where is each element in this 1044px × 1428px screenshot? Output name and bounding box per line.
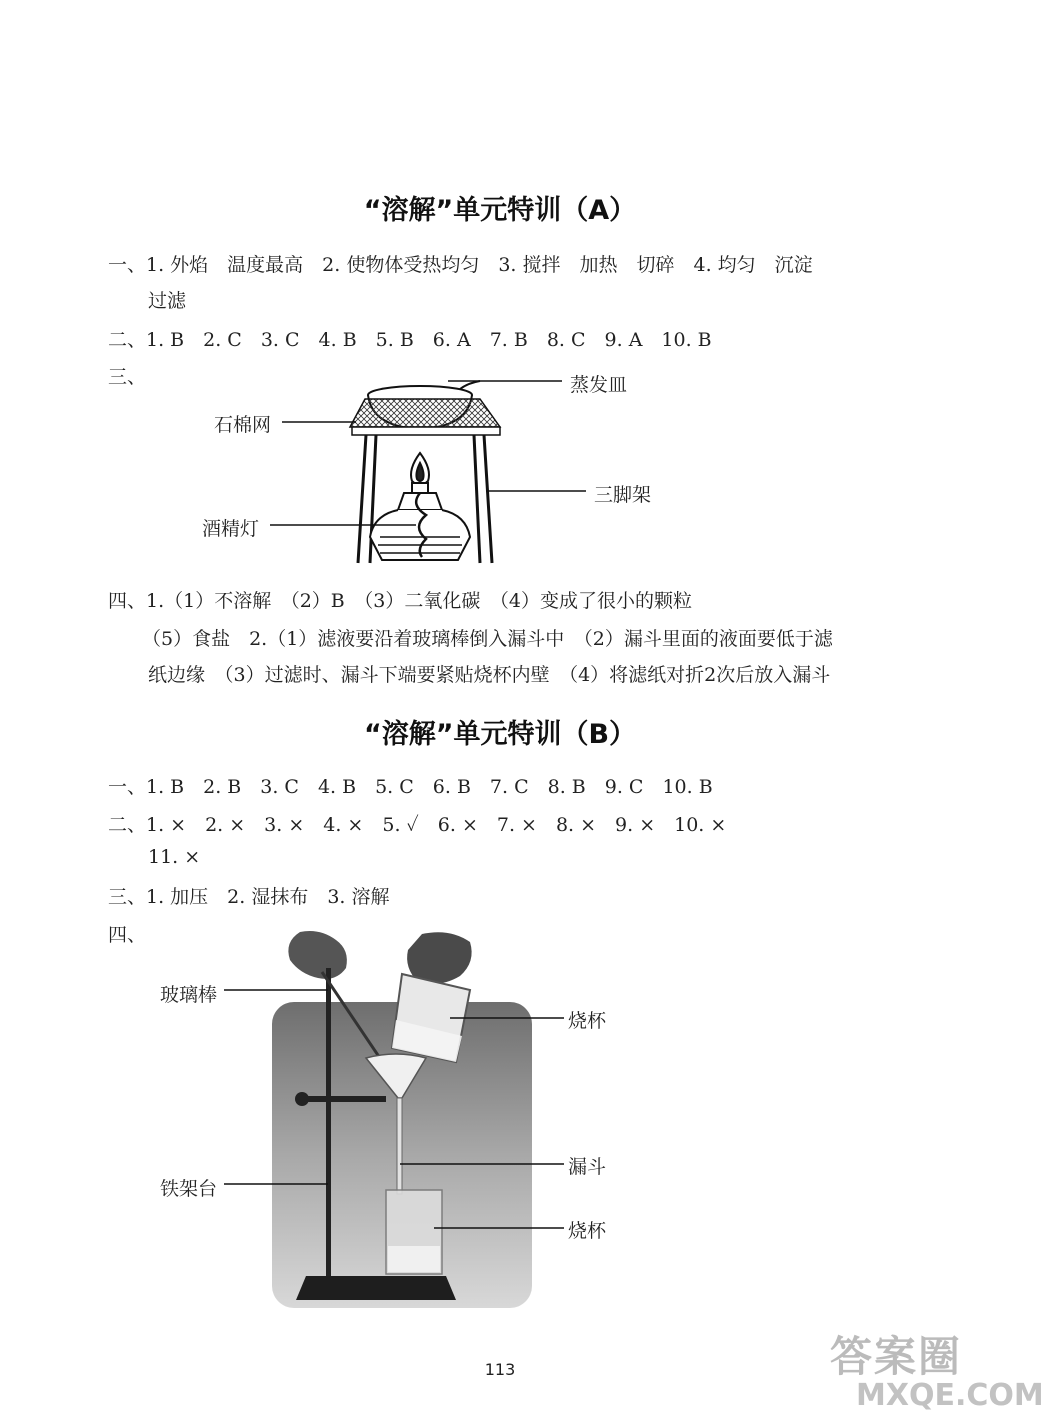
label-evaporating-dish: 蒸发皿 xyxy=(570,374,628,396)
a-q2-answers: 二、1. B 2. C 3. C 4. B 5. B 6. A 7. B 8. C 9. A 10. B xyxy=(108,329,712,351)
iron-stand-rod xyxy=(326,968,331,1290)
label-tripod: 三脚架 xyxy=(594,484,652,506)
a-q4-line2: （5）食盐 2.（1）滤液要沿着玻璃棒倒入漏斗中 （2）漏斗里面的液面要低于滤 xyxy=(142,628,833,650)
b-q2-line1: 二、1. × 2. × 3. × 4. × 5. ✓ 6. × 7. × 8. × 9. × 10. × xyxy=(108,814,727,836)
label-iron-stand: 铁架台 xyxy=(160,1178,218,1200)
b-q4-prefix: 四、 xyxy=(108,924,147,946)
a-q1-line2: 过滤 xyxy=(148,290,187,312)
label-alcohol-lamp: 酒精灯 xyxy=(202,518,260,540)
label-beaker-top: 烧杯 xyxy=(568,1010,607,1032)
label-funnel: 漏斗 xyxy=(568,1156,607,1178)
watermark-url: MXQE.COM xyxy=(856,1378,1044,1413)
evaporation-apparatus-diagram xyxy=(190,365,670,580)
a-q3-prefix: 三、 xyxy=(108,366,147,388)
asbestos-net-shape xyxy=(350,399,500,427)
b-q3-answers: 三、1. 加压 2. 湿抹布 3. 溶解 xyxy=(108,886,390,908)
alcohol-lamp-shape xyxy=(370,453,470,560)
a-q1-line1: 一、1. 外焰 温度最高 2. 使物体受热均匀 3. 搅拌 加热 切碎 4. 均匀 沉淀 xyxy=(108,254,813,276)
label-asbestos-net: 石棉网 xyxy=(214,414,272,436)
watermark-title: 答案圈 xyxy=(830,1332,963,1381)
page-number: 113 xyxy=(484,1360,516,1379)
watermark xyxy=(820,1322,1044,1422)
filtration-photo xyxy=(150,928,650,1312)
section-a-title: “溶解”单元特训（A） xyxy=(363,195,637,226)
b-q1-answers: 一、1. B 2. B 3. C 4. B 5. C 6. B 7. C 8. B 9. C 10. B xyxy=(108,776,713,798)
a-q4-line3: 纸边缘 （3）过滤时、漏斗下端要紧贴烧杯内壁 （4）将滤纸对折2次后放入漏斗 xyxy=(148,664,831,686)
label-beaker-bottom: 烧杯 xyxy=(568,1220,607,1242)
a-q4-line1: 四、1.（1）不溶解 （2）B （3）二氧化碳 （4）变成了很小的颗粒 xyxy=(108,590,692,612)
label-glass-rod: 玻璃棒 xyxy=(160,984,218,1006)
b-q2-line2: 11. × xyxy=(148,846,201,868)
section-b-title: “溶解”单元特训（B） xyxy=(363,719,637,750)
